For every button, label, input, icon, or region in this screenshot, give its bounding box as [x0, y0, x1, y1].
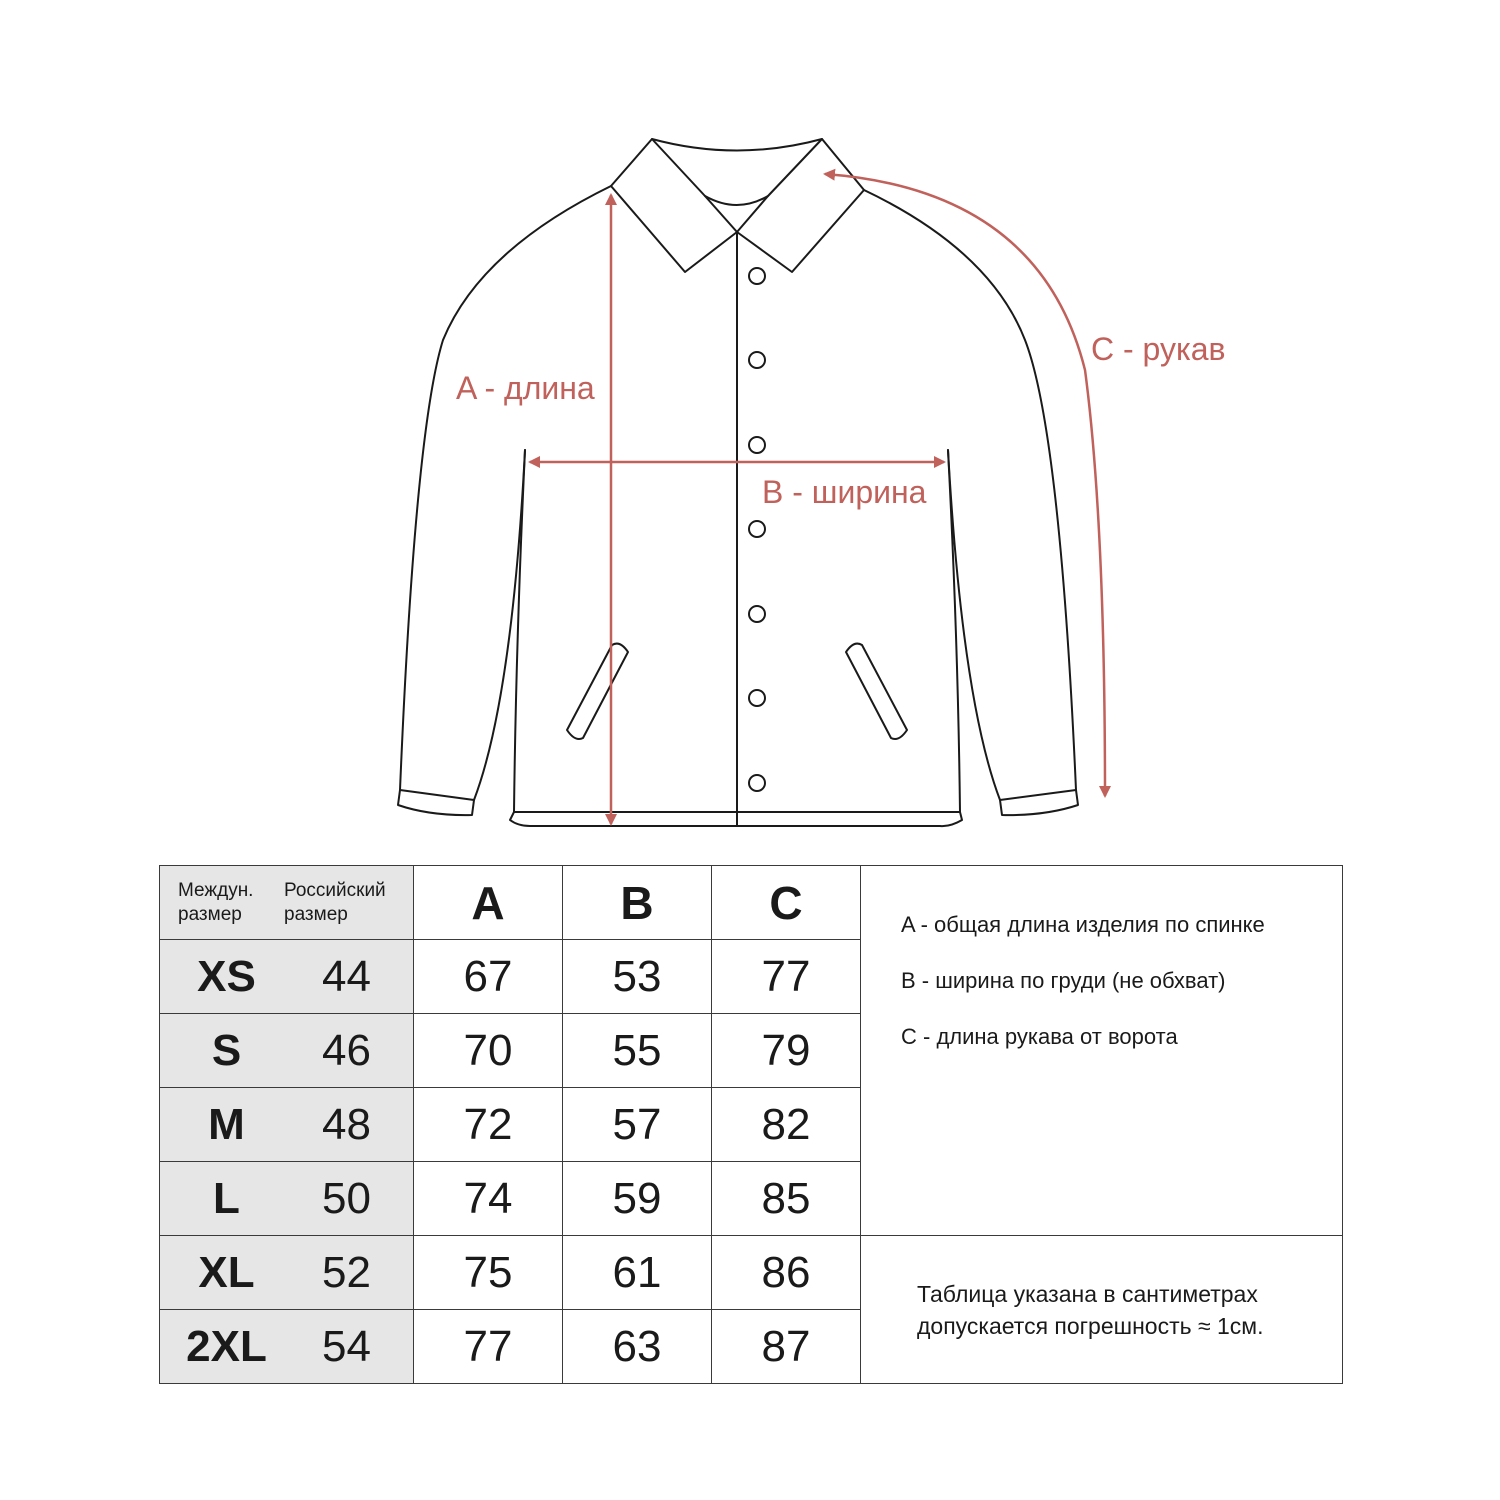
value-a: 74 — [414, 1162, 563, 1236]
button — [749, 775, 765, 791]
value-c: 79 — [712, 1014, 861, 1088]
size-cell: L 50 — [160, 1162, 414, 1236]
ru-size-header: Российский размер — [284, 879, 386, 925]
button — [749, 352, 765, 368]
column-header-a: A — [414, 866, 563, 940]
value-c: 86 — [712, 1236, 861, 1310]
value-c: 87 — [712, 1310, 861, 1384]
table-footnote — [861, 1236, 1343, 1384]
size-cell: M 48 — [160, 1088, 414, 1162]
collar-back — [652, 139, 822, 151]
column-header-c: C — [712, 866, 861, 940]
table-header-row — [160, 866, 1343, 940]
value-c: 77 — [712, 940, 861, 1014]
size-table — [159, 865, 1343, 1384]
buttons — [749, 268, 765, 791]
column-header-b: B — [563, 866, 712, 940]
label-sleeve: C - рукав — [1091, 331, 1226, 367]
value-b: 61 — [563, 1236, 712, 1310]
right-pocket — [846, 644, 907, 739]
button — [749, 268, 765, 284]
value-a: 75 — [414, 1236, 563, 1310]
jacket-outline — [398, 139, 1078, 826]
value-c: 82 — [712, 1088, 861, 1162]
left-pocket — [567, 644, 628, 739]
legend-notes — [861, 866, 1343, 1236]
value-a: 72 — [414, 1088, 563, 1162]
value-b: 63 — [563, 1310, 712, 1384]
button — [749, 521, 765, 537]
size-header-cell — [160, 866, 414, 940]
note-a: A - общая длина изделия по спинке — [901, 912, 1265, 937]
size-cell: XS 44 — [160, 940, 414, 1014]
value-a: 70 — [414, 1014, 563, 1088]
right-cuff — [1000, 790, 1078, 815]
button — [749, 690, 765, 706]
value-b: 59 — [563, 1162, 712, 1236]
left-cuff — [398, 790, 474, 815]
table-row — [160, 1236, 1343, 1310]
value-a: 67 — [414, 940, 563, 1014]
value-b: 53 — [563, 940, 712, 1014]
footnote-units: Таблица указана в сантиметрах — [917, 1280, 1258, 1307]
label-width: B - ширина — [762, 474, 927, 510]
size-cell: 2XL 54 — [160, 1310, 414, 1384]
note-c: C - длина рукава от ворота — [901, 1024, 1178, 1049]
note-b: B - ширина по груди (не обхват) — [901, 968, 1226, 993]
label-length: A - длина — [456, 370, 595, 406]
right-side — [948, 450, 960, 812]
footnote-tolerance: допускается погрешность ≈ 1см. — [917, 1312, 1264, 1339]
value-b: 57 — [563, 1088, 712, 1162]
button — [749, 606, 765, 622]
size-cell: S 46 — [160, 1014, 414, 1088]
value-a: 77 — [414, 1310, 563, 1384]
neckline — [705, 196, 768, 205]
button — [749, 437, 765, 453]
left-side — [514, 450, 525, 812]
collar-left — [611, 139, 737, 272]
collar-right — [737, 139, 864, 272]
size-cell: XL 52 — [160, 1236, 414, 1310]
value-c: 85 — [712, 1162, 861, 1236]
intl-size-header: Междун. размер — [178, 879, 254, 925]
value-b: 55 — [563, 1014, 712, 1088]
